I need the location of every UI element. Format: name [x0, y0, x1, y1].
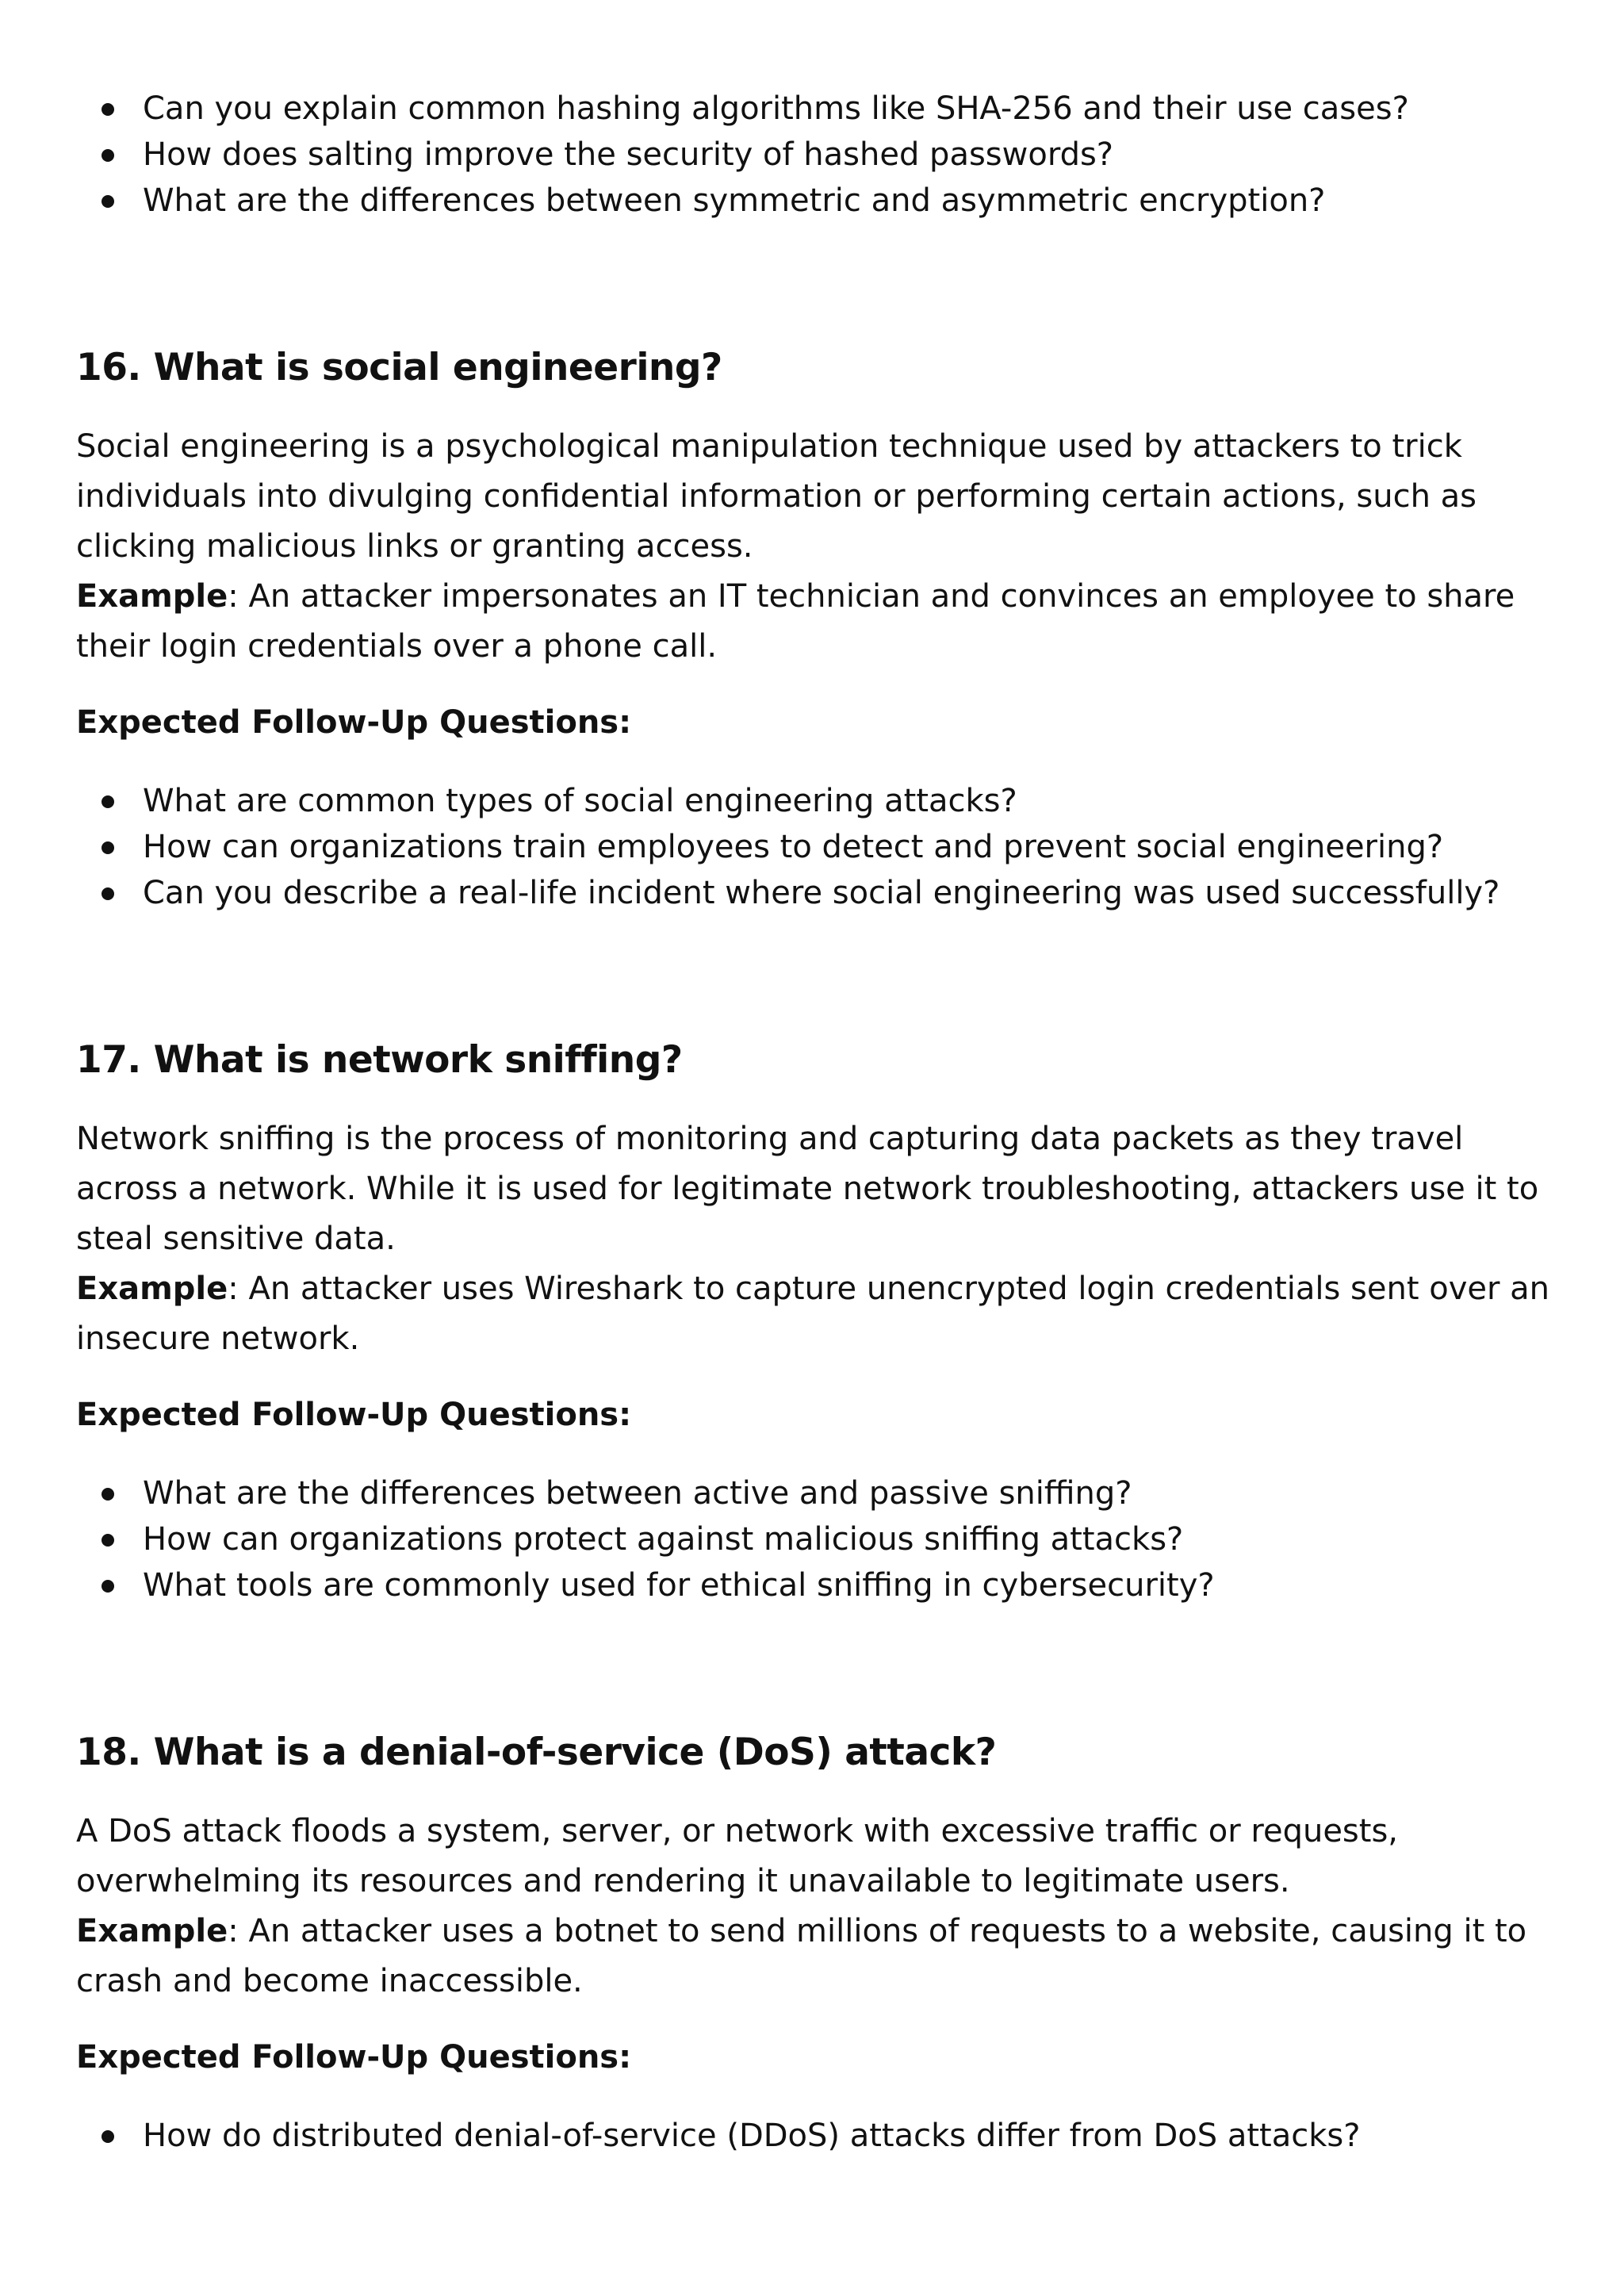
section-heading: 17. What is network sniffing?	[76, 1038, 683, 1082]
bullet-icon	[102, 149, 114, 162]
list-item	[76, 132, 1567, 178]
list-item	[76, 1470, 1567, 1516]
bullet-icon	[102, 195, 114, 208]
list-item	[76, 2113, 1567, 2159]
list-item-text: What are the differences between symmetric and asymmetric encryption?	[143, 182, 1326, 219]
bullet-icon	[102, 1534, 114, 1547]
example-paragraph	[76, 572, 1567, 672]
list-item-text: How do distributed denial-of-service (DDoS) attacks differ from DoS attacks?	[143, 2118, 1361, 2154]
list-item	[76, 1562, 1567, 1608]
bullet-icon	[102, 1488, 114, 1501]
followup-list	[76, 1470, 1567, 1608]
list-item	[76, 824, 1567, 870]
followup-heading: Expected Follow-Up Questions:	[76, 704, 632, 741]
bullet-icon	[102, 841, 114, 854]
bullet-icon	[102, 103, 114, 116]
description-paragraph: A DoS attack floods a system, server, or network with excessive traffic or requests, overwhelming its resources and rendering it unavailable to legitimate users.	[76, 1813, 1399, 1899]
document-content	[76, 86, 1567, 2159]
example-label: Example	[76, 1271, 228, 1307]
section-body	[76, 1114, 1567, 1364]
section-social-engineering	[76, 343, 1567, 916]
example-label: Example	[76, 578, 228, 615]
bullet-icon	[102, 2130, 114, 2143]
list-item-text: How does salting improve the security of hashed passwords?	[143, 136, 1114, 173]
bullet-icon	[102, 795, 114, 808]
bullet-icon	[102, 887, 114, 900]
example-text: : An attacker uses Wireshark to capture unencrypted login credentials sent over an insecure network.	[76, 1271, 1550, 1357]
followup-list	[76, 778, 1567, 916]
list-item	[76, 778, 1567, 824]
list-item-text: Can you describe a real-life incident where social engineering was used successfully?	[143, 875, 1500, 911]
section-network-sniffing	[76, 1035, 1567, 1608]
list-item-text: How can organizations train employees to detect and prevent social engineering?	[143, 829, 1444, 865]
bullet-icon	[102, 1580, 114, 1593]
intro-question-list	[76, 86, 1567, 224]
description-paragraph: Network sniffing is the process of monitoring and capturing data packets as they travel across a network. While it is used for legitimate network troubleshooting, attackers use it to steal sensitive data.	[76, 1121, 1539, 1257]
list-item	[76, 86, 1567, 132]
followup-heading: Expected Follow-Up Questions:	[76, 1397, 632, 1433]
list-item-text: What tools are commonly used for ethical sniffing in cybersecurity?	[143, 1567, 1215, 1604]
description-paragraph: Social engineering is a psychological manipulation technique used by attackers to trick individuals into divulging confidential information or performing certain actions, such as clicking malicious links or granting access.	[76, 428, 1477, 565]
list-item-text: Can you explain common hashing algorithms like SHA-256 and their use cases?	[143, 90, 1409, 127]
section-heading: 18. What is a denial-of-service (DoS) attack?	[76, 1731, 997, 1774]
example-paragraph	[76, 1264, 1567, 1364]
list-item-text: What are the differences between active and passive sniffing?	[143, 1475, 1132, 1512]
list-item-text: What are common types of social engineering attacks?	[143, 783, 1017, 819]
example-label: Example	[76, 1913, 228, 1949]
example-paragraph	[76, 1907, 1567, 2007]
example-text: : An attacker uses a botnet to send millions of requests to a website, causing it to crash and become inaccessible.	[76, 1913, 1527, 1999]
section-body	[76, 422, 1567, 672]
example-text: : An attacker impersonates an IT technician and convinces an employee to share their login credentials over a phone call.	[76, 578, 1515, 665]
followup-list	[76, 2113, 1567, 2159]
section-body	[76, 1807, 1567, 2007]
section-heading: 16. What is social engineering?	[76, 346, 722, 389]
list-item-text: How can organizations protect against malicious sniffing attacks?	[143, 1521, 1184, 1558]
section-denial-of-service	[76, 1727, 1567, 2159]
list-item	[76, 178, 1567, 224]
followup-heading: Expected Follow-Up Questions:	[76, 2039, 632, 2076]
bullet-list	[76, 86, 1567, 224]
list-item	[76, 1516, 1567, 1562]
list-item	[76, 870, 1567, 916]
